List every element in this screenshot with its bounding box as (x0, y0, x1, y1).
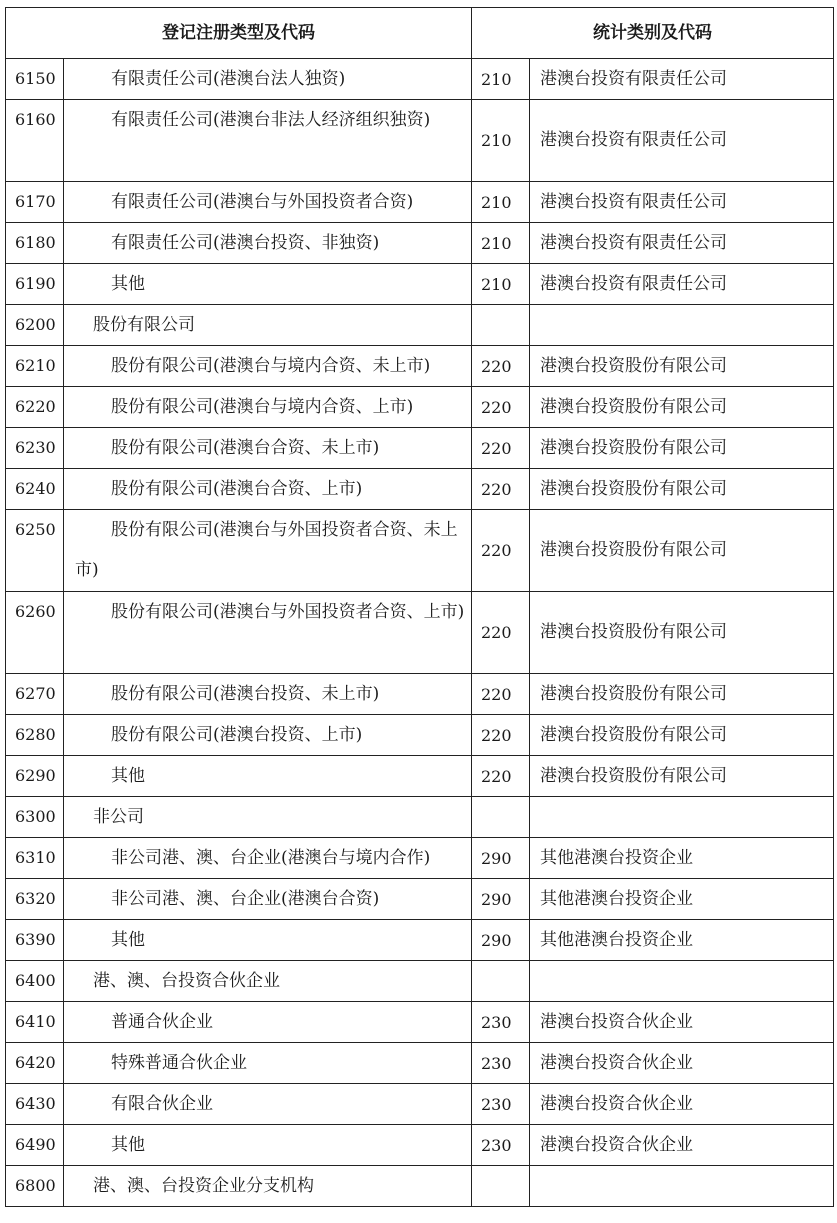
statistical-code: 290 (472, 838, 530, 879)
registration-type-name (64, 59, 472, 100)
table-row (6, 756, 834, 797)
registration-type-name (64, 264, 472, 305)
statistical-code: 230 (472, 1125, 530, 1166)
table-row (6, 1084, 834, 1125)
registration-code: 6250 (6, 510, 64, 592)
statistical-code: 230 (472, 1043, 530, 1084)
registration-type-text: 有限责任公司(港澳台投资、非独资) (111, 233, 380, 253)
table-row (6, 1125, 834, 1166)
registration-type-text: 股份有限公司(港澳台合资、未上市) (111, 438, 380, 458)
statistical-code: 220 (472, 346, 530, 387)
registration-type-name (64, 510, 472, 592)
statistical-category-name: 港澳台投资有限责任公司 (530, 59, 834, 100)
registration-code: 6280 (6, 715, 64, 756)
header-statistical-category: 统计类别及代码 (472, 8, 834, 59)
statistical-code (472, 961, 530, 1002)
statistical-code: 230 (472, 1084, 530, 1125)
statistical-code: 220 (472, 387, 530, 428)
header-registration-type: 登记注册类型及代码 (6, 8, 472, 59)
table-row (6, 961, 834, 1002)
table-row (6, 1002, 834, 1043)
registration-type-text: 其他 (111, 1135, 145, 1155)
registration-code: 6320 (6, 879, 64, 920)
statistical-code: 210 (472, 100, 530, 182)
registration-type-text: 其他 (111, 930, 145, 950)
statistical-category-name: 港澳台投资有限责任公司 (530, 100, 834, 182)
registration-type-text: 股份有限公司(港澳台与境内合资、上市) (111, 397, 414, 417)
registration-type-text: 其他 (111, 766, 145, 786)
registration-code: 6490 (6, 1125, 64, 1166)
registration-type-name (64, 1084, 472, 1125)
registration-type-text: 普通合伙企业 (111, 1012, 213, 1032)
registration-type-text: 股份有限公司(港澳台与外国投资者合资、未上市) (75, 520, 458, 580)
registration-code: 6400 (6, 961, 64, 1002)
table-row (6, 182, 834, 223)
table-row (6, 1166, 834, 1207)
statistical-category-name: 港澳台投资合伙企业 (530, 1002, 834, 1043)
registration-type-name (64, 1166, 472, 1207)
table-row (6, 879, 834, 920)
statistical-code: 220 (472, 715, 530, 756)
statistical-category-name: 其他港澳台投资企业 (530, 838, 834, 879)
table-row (6, 428, 834, 469)
statistical-category-name: 港澳台投资有限责任公司 (530, 264, 834, 305)
statistical-category-name: 港澳台投资有限责任公司 (530, 182, 834, 223)
table-row (6, 264, 834, 305)
statistical-category-name: 港澳台投资合伙企业 (530, 1125, 834, 1166)
statistical-category-name: 港澳台投资股份有限公司 (530, 592, 834, 674)
registration-type-name (64, 674, 472, 715)
table-row (6, 305, 834, 346)
statistical-code: 220 (472, 469, 530, 510)
statistical-code: 230 (472, 1002, 530, 1043)
statistical-category-name (530, 797, 834, 838)
registration-code: 6230 (6, 428, 64, 469)
statistical-code: 210 (472, 223, 530, 264)
registration-code: 6150 (6, 59, 64, 100)
registration-type-text: 非公司 (93, 807, 144, 827)
table-row (6, 838, 834, 879)
registration-type-name (64, 715, 472, 756)
statistical-category-name (530, 1166, 834, 1207)
registration-type-name (64, 920, 472, 961)
statistical-code: 210 (472, 264, 530, 305)
document-page (5, 7, 833, 1207)
table-row (6, 346, 834, 387)
registration-type-name (64, 1125, 472, 1166)
registration-type-text: 其他 (111, 274, 145, 294)
registration-type-name (64, 469, 472, 510)
registration-type-name (64, 428, 472, 469)
registration-type-name (64, 797, 472, 838)
registration-code: 6160 (6, 100, 64, 182)
statistical-code: 220 (472, 428, 530, 469)
statistical-category-name: 港澳台投资股份有限公司 (530, 756, 834, 797)
registration-code: 6190 (6, 264, 64, 305)
statistical-category-name: 港澳台投资股份有限公司 (530, 428, 834, 469)
statistical-code: 220 (472, 674, 530, 715)
registration-code: 6310 (6, 838, 64, 879)
registration-code: 6200 (6, 305, 64, 346)
registration-type-name (64, 305, 472, 346)
registration-type-text: 港、澳、台投资企业分支机构 (93, 1176, 314, 1196)
registration-code: 6390 (6, 920, 64, 961)
registration-type-name (64, 346, 472, 387)
statistical-category-name (530, 305, 834, 346)
registration-type-table (5, 7, 834, 1207)
statistical-category-name: 港澳台投资合伙企业 (530, 1043, 834, 1084)
statistical-code: 220 (472, 756, 530, 797)
statistical-category-name: 其他港澳台投资企业 (530, 920, 834, 961)
registration-type-text: 有限合伙企业 (111, 1094, 213, 1114)
registration-code: 6170 (6, 182, 64, 223)
registration-code: 6300 (6, 797, 64, 838)
registration-type-name (64, 1043, 472, 1084)
registration-type-text: 股份有限公司(港澳台合资、上市) (111, 479, 363, 499)
statistical-code: 290 (472, 879, 530, 920)
registration-code: 6290 (6, 756, 64, 797)
registration-type-name (64, 838, 472, 879)
table-row (6, 59, 834, 100)
registration-type-name (64, 961, 472, 1002)
registration-code: 6180 (6, 223, 64, 264)
table-row (6, 223, 834, 264)
registration-type-text: 非公司港、澳、台企业(港澳台合资) (111, 889, 380, 909)
registration-code: 6270 (6, 674, 64, 715)
statistical-code: 220 (472, 510, 530, 592)
registration-type-name (64, 223, 472, 264)
registration-code: 6210 (6, 346, 64, 387)
statistical-code (472, 797, 530, 838)
registration-code: 6410 (6, 1002, 64, 1043)
table-row (6, 715, 834, 756)
registration-type-text: 特殊普通合伙企业 (111, 1053, 247, 1073)
table-row (6, 469, 834, 510)
statistical-category-name: 港澳台投资股份有限公司 (530, 346, 834, 387)
registration-type-text: 有限责任公司(港澳台法人独资) (111, 69, 346, 89)
registration-code: 6430 (6, 1084, 64, 1125)
registration-code: 6420 (6, 1043, 64, 1084)
statistical-category-name: 港澳台投资股份有限公司 (530, 674, 834, 715)
statistical-category-name: 港澳台投资股份有限公司 (530, 387, 834, 428)
registration-type-name (64, 756, 472, 797)
statistical-code (472, 1166, 530, 1207)
table-row (6, 920, 834, 961)
table-row (6, 797, 834, 838)
registration-type-text: 股份有限公司 (93, 315, 195, 335)
statistical-category-name: 其他港澳台投资企业 (530, 879, 834, 920)
table-row (6, 592, 834, 674)
registration-type-name (64, 182, 472, 223)
registration-code: 6220 (6, 387, 64, 428)
table-header-row (6, 8, 834, 59)
statistical-category-name: 港澳台投资股份有限公司 (530, 510, 834, 592)
statistical-category-name: 港澳台投资股份有限公司 (530, 469, 834, 510)
registration-type-name (64, 592, 472, 674)
registration-type-text: 股份有限公司(港澳台投资、未上市) (111, 684, 380, 704)
table-row (6, 100, 834, 182)
registration-type-name (64, 387, 472, 428)
statistical-category-name: 港澳台投资有限责任公司 (530, 223, 834, 264)
table-row (6, 387, 834, 428)
statistical-code: 210 (472, 182, 530, 223)
table-row (6, 1043, 834, 1084)
registration-type-text: 股份有限公司(港澳台与境内合资、未上市) (111, 356, 431, 376)
registration-type-text: 非公司港、澳、台企业(港澳台与境内合作) (111, 848, 431, 868)
table-row (6, 674, 834, 715)
registration-type-text: 股份有限公司(港澳台投资、上市) (111, 725, 363, 745)
registration-type-text: 有限责任公司(港澳台与外国投资者合资) (111, 192, 414, 212)
statistical-category-name (530, 961, 834, 1002)
statistical-category-name: 港澳台投资合伙企业 (530, 1084, 834, 1125)
statistical-code: 290 (472, 920, 530, 961)
registration-code: 6800 (6, 1166, 64, 1207)
registration-type-text: 股份有限公司(港澳台与外国投资者合资、上市) (111, 602, 465, 622)
registration-code: 6240 (6, 469, 64, 510)
registration-type-name (64, 879, 472, 920)
registration-type-name (64, 100, 472, 182)
registration-type-text: 有限责任公司(港澳台非法人经济组织独资) (111, 110, 431, 130)
registration-type-text: 港、澳、台投资合伙企业 (93, 971, 280, 991)
statistical-code: 220 (472, 592, 530, 674)
registration-code: 6260 (6, 592, 64, 674)
statistical-category-name: 港澳台投资股份有限公司 (530, 715, 834, 756)
table-row (6, 510, 834, 592)
table-body (6, 59, 834, 1207)
registration-type-name (64, 1002, 472, 1043)
statistical-code (472, 305, 530, 346)
statistical-code: 210 (472, 59, 530, 100)
